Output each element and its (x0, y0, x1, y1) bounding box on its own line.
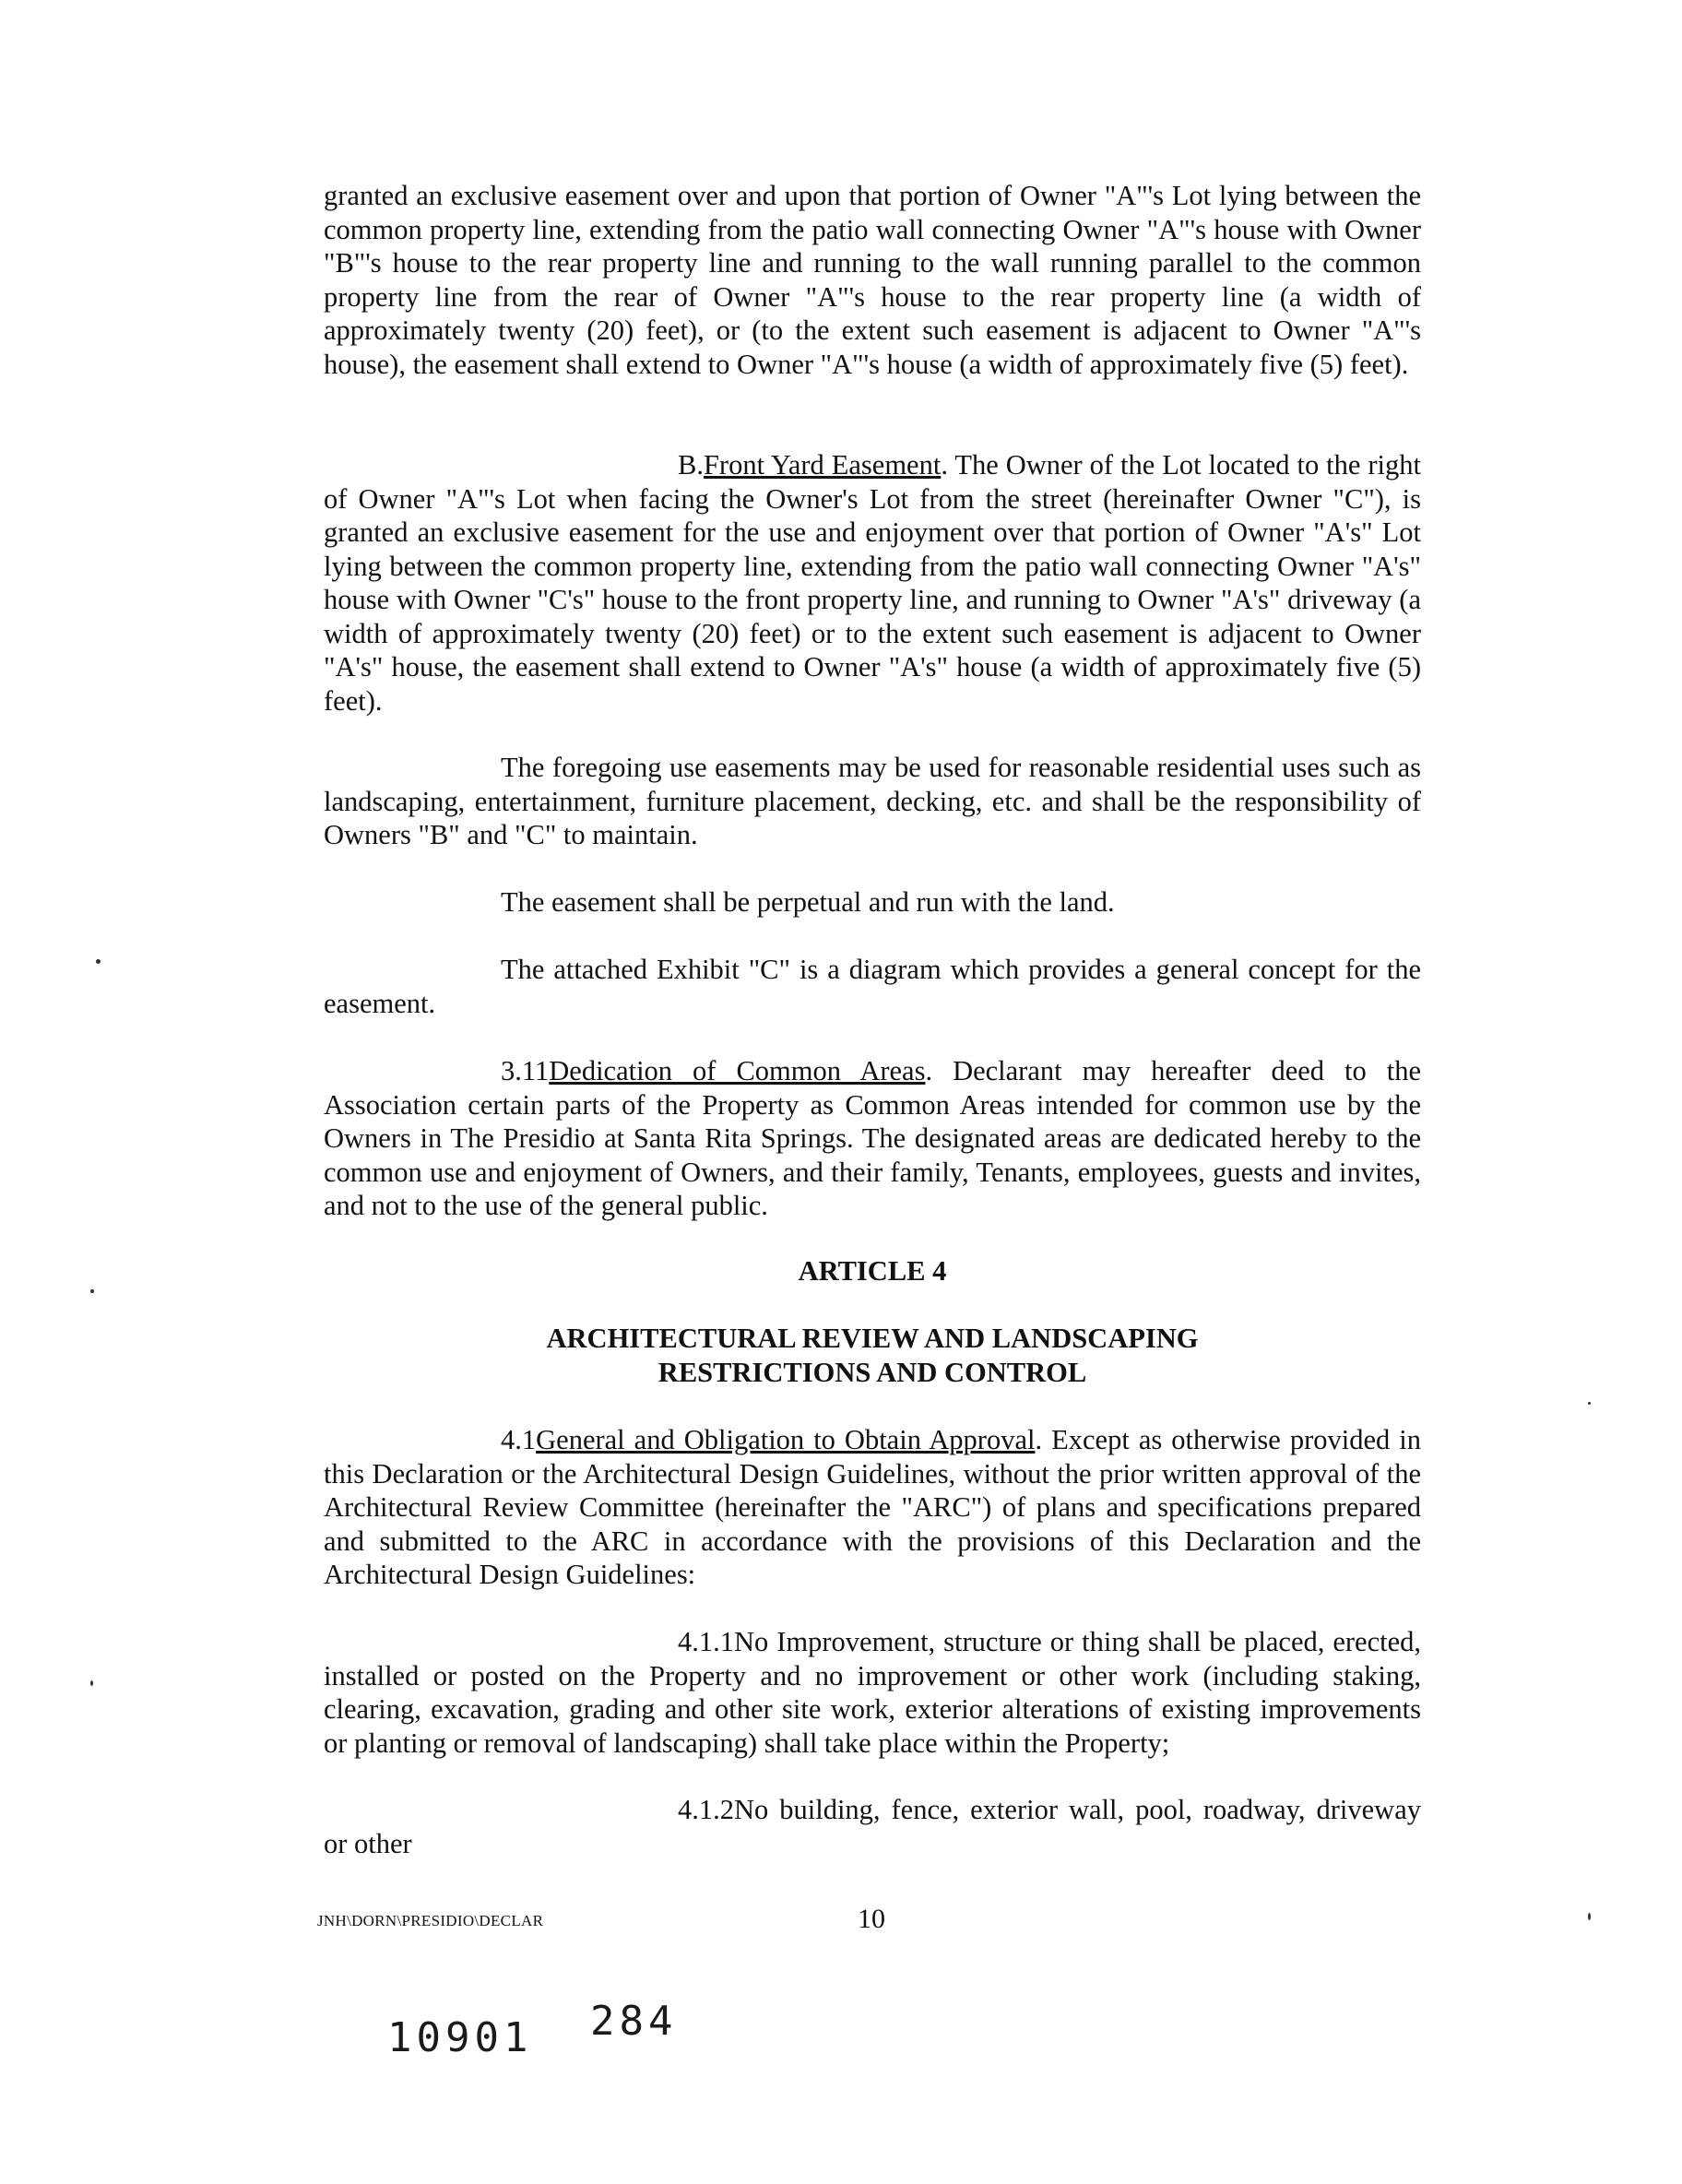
subsection-4-1-2 (324, 1793, 1421, 1860)
article-title-line-1: ARCHITECTURAL REVIEW AND LANDSCAPING (546, 1323, 1199, 1354)
subsection-number: 4.1.1 (678, 1626, 734, 1657)
paragraph-rear-yard-easement-continued (324, 179, 1421, 381)
recording-stamp-book-number: 10901 (387, 2014, 533, 2061)
section-3-11 (324, 1054, 1421, 1223)
paragraph-text: . Except as otherwise provided in this Declaration or the Architectural Design Guidelines, without the prior written approval of the Architectural Review Committee (hereinafter the "ARC") of plans and specifications prepared and submitted to the ARC in accordance with the provisions of this Declaration and the Architectural Design Guidelines: (324, 1424, 1421, 1590)
footer-file-path: JNH\DORN\PRESIDIO\DECLAR (317, 1912, 544, 1929)
scan-speck (96, 959, 101, 964)
paragraph-text: The foregoing use easements may be used for reasonable residential uses such as landscaping, entertainment, furniture placement, decking, etc. and shall be the responsibility of Owners "B" and "C" to maintain. (324, 752, 1421, 850)
subsection-number: 4.1.2 (678, 1794, 734, 1825)
recording-stamp-page-number: 284 (590, 1998, 678, 2045)
scan-speck (1588, 1913, 1591, 1920)
section-title: Dedication of Common Areas (549, 1055, 926, 1086)
paragraph-exhibit-reference (324, 953, 1421, 1020)
paragraph-front-yard-easement (324, 448, 1421, 718)
scan-speck (1588, 1402, 1591, 1405)
paragraph-text: No building, fence, exterior wall, pool, roadway, driveway or other (324, 1794, 1421, 1859)
section-number: 3.11 (501, 1055, 550, 1086)
section-title: General and Obligation to Obtain Approval (536, 1424, 1036, 1455)
section-4-1 (324, 1423, 1421, 1592)
paragraph-use-easements (324, 751, 1421, 852)
subsection-title: Front Yard Easement (703, 449, 942, 481)
paragraph-text: The attached Exhibit "C" is a diagram which provides a general concept for the easement. (324, 954, 1421, 1019)
paragraph-text: . Declarant may hereafter deed to the Association certain parts of the Property as Common Areas intended for common use by the Owners in The Presidio at Santa Rita Springs. The designated areas are dedicated hereby to the common use and enjoyment of Owners, and their family, Tenants, employees, guests and invites, and not to the use of the general public. (324, 1055, 1422, 1221)
paragraph-text: . The Owner of the Lot located to the right of Owner "A"'s Lot when facing the Owner's Lot from the street (hereinafter Owner "C"), is granted an exclusive easement for the use and enjoyment over that portion of Owner "A's" Lot lying between the common property line, extending from the patio wall connecting Owner "A's" house with Owner "C's" house to the front property line, and running to Owner "A's" driveway (a width of approximately twenty (20) feet) or to the extent such easement is adjacent to Owner "A's" house, the easement shall extend to Owner "A's" house (a width of approximately five (5) feet). (324, 449, 1421, 717)
paragraph-text: No Improvement, structure or thing shall be placed, erected, installed or posted on the Property and no improvement or other work (including staking, clearing, excavation, grading and other site work, exterior alterations of existing improvements or planting or removal of landscaping) shall take place within the Property; (324, 1626, 1421, 1759)
article-title-line-2: RESTRICTIONS AND CONTROL (657, 1357, 1087, 1388)
page-number: 10 (858, 1904, 885, 1934)
paragraph-text: The easement shall be perpetual and run with the land. (501, 886, 1115, 918)
article-number-heading: ARTICLE 4 (798, 1255, 947, 1287)
scan-speck (90, 1289, 94, 1293)
paragraph-text: granted an exclusive easement over and upon that portion of Owner "A"'s Lot lying between the common property line, extending from the patio wall connecting Owner "A"'s house with Owner "B"'s house to the rear property line and running to the wall running parallel to the common property line from the rear of Owner "A"'s house to the rear property line (a width of approximately twenty (20) feet), or (to the extent such easement is adjacent to Owner "A"'s house), the easement shall extend to Owner "A"'s house (a width of approximately five (5) feet). (324, 180, 1421, 380)
section-number: 4.1 (501, 1424, 537, 1455)
scan-speck (90, 1680, 93, 1686)
subsection-4-1-1 (324, 1625, 1421, 1760)
subsection-label: B. (678, 449, 704, 481)
paragraph-perpetual (324, 885, 1421, 920)
